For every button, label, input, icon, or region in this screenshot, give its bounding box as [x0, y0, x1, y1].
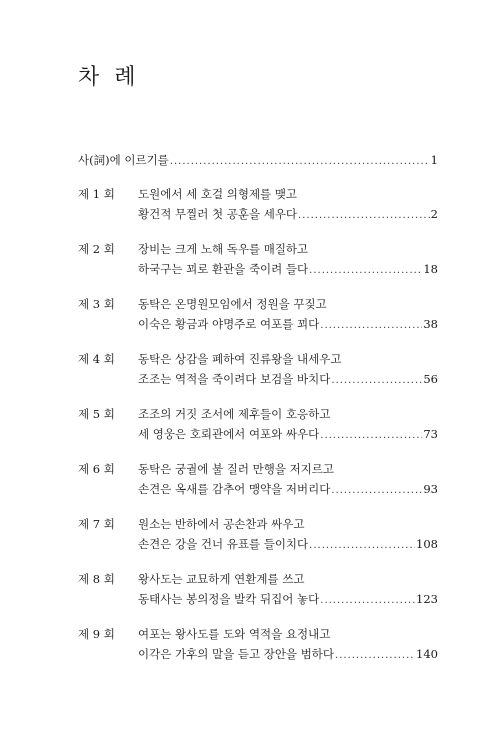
toc-entry-chapter-9[interactable] — [78, 624, 438, 664]
page-number: 18 — [423, 262, 438, 276]
dot-leader — [320, 316, 422, 336]
chapter-title-line1: 동탁은 온명원모임에서 정원을 꾸짖고 — [138, 297, 327, 311]
chapter-number: 제 2 회 — [78, 242, 115, 256]
chapter-title-line1: 동탁은 궁궐에 불 질러 만행을 저지르고 — [138, 462, 335, 476]
dot-leader — [331, 371, 422, 391]
table-of-contents — [78, 150, 438, 679]
chapter-number: 제 3 회 — [78, 297, 115, 311]
page-number: 56 — [423, 372, 438, 386]
prologue-title: 사(詞)에 이르기를 — [78, 153, 169, 167]
chapter-title-line2: 이각은 가후의 말을 듣고 장안을 범하다 — [138, 647, 335, 661]
chapter-title-line1: 조조의 거짓 조서에 제후들이 호응하고 — [138, 407, 331, 421]
page-number: 2 — [430, 207, 438, 221]
page-title: 차 례 — [78, 65, 140, 90]
chapter-title-line1: 원소는 반하에서 공손찬과 싸우고 — [138, 517, 305, 531]
page-number: 93 — [423, 482, 438, 496]
chapter-number: 제 4 회 — [78, 352, 115, 366]
chapter-title-line1: 도원에서 세 호걸 의형제를 맺고 — [138, 187, 298, 201]
chapter-title-line2: 이숙은 황금과 야명주로 여포를 꾀다 — [138, 317, 320, 331]
chapter-title-line2: 조조는 역적을 죽이려다 보검을 바치다 — [138, 372, 331, 386]
toc-entry-chapter-1[interactable] — [78, 184, 438, 224]
chapter-number: 제 5 회 — [78, 407, 115, 421]
chapter-title-line1: 여포는 왕사도를 도와 역적을 요정내고 — [138, 627, 331, 641]
dot-leader — [309, 536, 415, 556]
page-number: 140 — [416, 647, 438, 661]
chapter-number: 제 6 회 — [78, 462, 115, 476]
chapter-title-line1: 왕사도는 교묘하게 연환계를 쓰고 — [138, 572, 305, 586]
chapter-title-line2: 세 영웅은 호뢰관에서 여포와 싸우다 — [138, 427, 320, 441]
page-number: 123 — [416, 592, 438, 606]
toc-entry-chapter-4[interactable] — [78, 349, 438, 389]
dot-leader — [331, 481, 422, 501]
toc-entry-chapter-6[interactable] — [78, 459, 438, 499]
page-number: 1 — [430, 153, 438, 167]
chapter-title-line2: 손견은 옥새를 감추어 맹약을 저버리다 — [138, 482, 331, 496]
page-number: 38 — [423, 317, 438, 331]
chapter-title-line1: 장비는 크게 노해 독우를 매질하고 — [138, 242, 309, 256]
chapter-number: 제 1 회 — [78, 187, 115, 201]
chapter-number: 제 9 회 — [78, 627, 115, 641]
chapter-title-line2: 하국구는 꾀로 환관을 죽이려 들다 — [138, 262, 309, 276]
chapter-number: 제 7 회 — [78, 517, 115, 531]
dot-leader — [320, 591, 415, 611]
dot-leader — [320, 426, 422, 446]
dot-leader — [335, 646, 415, 666]
chapter-title-line2: 황건적 무찔러 첫 공훈을 세우다 — [138, 207, 298, 221]
dot-leader — [170, 152, 430, 172]
chapter-title-line1: 동탁은 상감을 폐하여 진류왕을 내세우고 — [138, 352, 342, 366]
page-number: 108 — [416, 537, 438, 551]
dot-leader — [309, 261, 422, 281]
chapter-number: 제 8 회 — [78, 572, 115, 586]
toc-entry-chapter-8[interactable] — [78, 569, 438, 609]
toc-entry-prologue[interactable] — [78, 150, 438, 170]
toc-entry-chapter-7[interactable] — [78, 514, 438, 554]
toc-entry-chapter-3[interactable] — [78, 294, 438, 334]
toc-entry-chapter-2[interactable] — [78, 239, 438, 279]
toc-entry-chapter-5[interactable] — [78, 404, 438, 444]
dot-leader — [298, 206, 430, 226]
page-number: 73 — [423, 427, 438, 441]
chapter-title-line2: 동태사는 봉의정을 발칵 뒤집어 놓다 — [138, 592, 320, 606]
chapter-title-line2: 손견은 강을 건너 유표를 들이치다 — [138, 537, 309, 551]
